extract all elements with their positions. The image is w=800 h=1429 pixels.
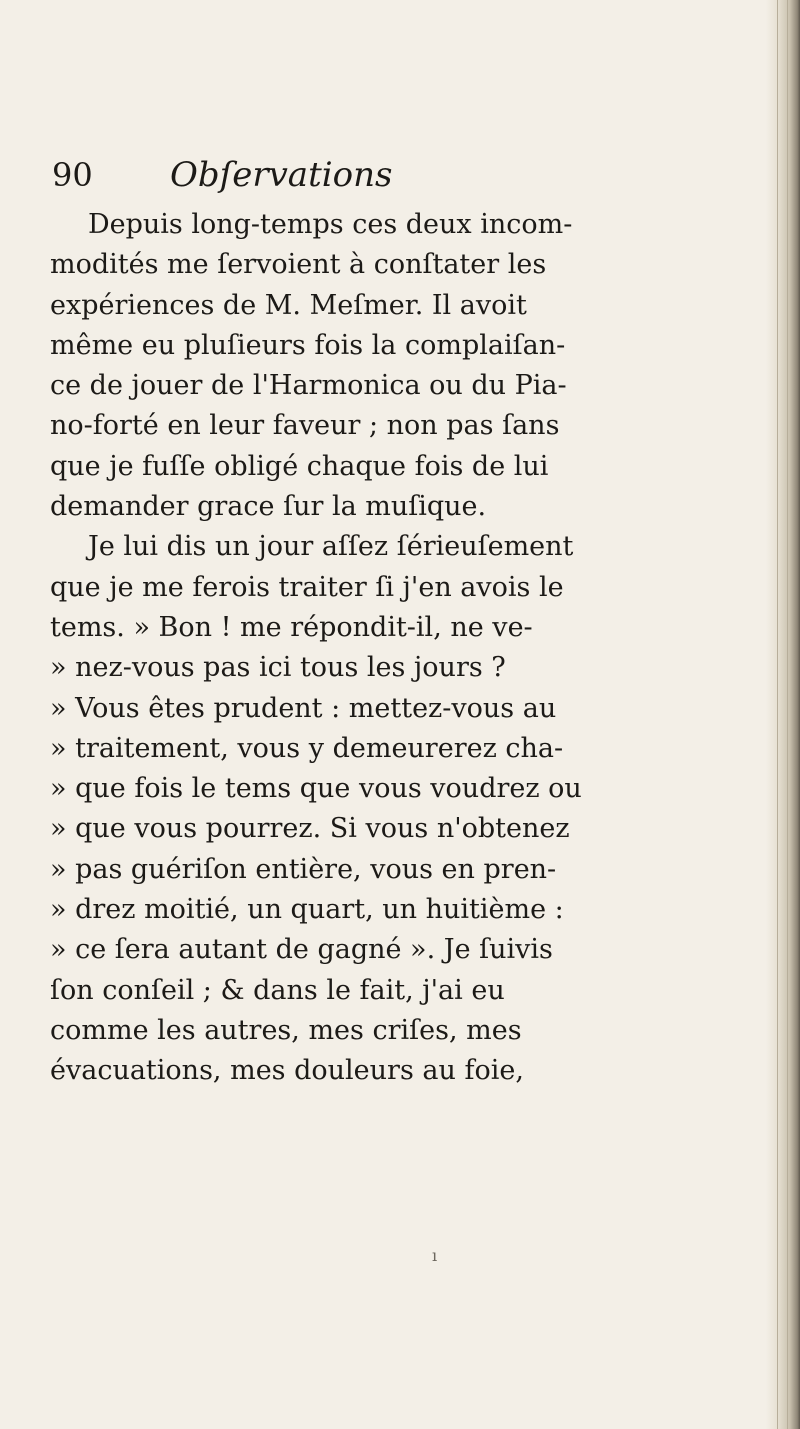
text-line: » drez moitié, un quart, un huitième : bbox=[50, 894, 564, 926]
text-line: que je fuſſe obligé chaque fois de lui bbox=[50, 450, 549, 482]
text-line: ce de jouer de l'Harmonica ou du Pia- bbox=[50, 370, 567, 402]
text-line: » Vous êtes prudent : mettez-vous au bbox=[50, 692, 557, 724]
text-line: » nez-vous pas ici tous les jours ? bbox=[50, 652, 506, 684]
text-line: » que fois le tems que vous voudrez ou bbox=[50, 773, 582, 805]
text-line: évacuations, mes douleurs au foie, bbox=[50, 1055, 524, 1087]
page-edge-shadow bbox=[766, 0, 800, 1429]
body-text bbox=[50, 205, 740, 1092]
text-line: tems. » Bon ! me répondit-il, ne ve- bbox=[50, 611, 533, 643]
footer-mark: ı bbox=[432, 1246, 438, 1265]
text-line: » que vous pourrez. Si vous n'obtenez bbox=[50, 813, 570, 845]
text-line: comme les autres, mes criſes, mes bbox=[50, 1014, 522, 1046]
page-edge-line bbox=[787, 0, 788, 1429]
page-number: 90 bbox=[52, 156, 93, 194]
text-line: modités me ſervoient à conſtater les bbox=[50, 249, 547, 281]
text-line: expériences de M. Meſmer. Il avoit bbox=[50, 289, 527, 321]
page-edge-line bbox=[777, 0, 778, 1429]
text-line: » ce ſera autant de gagné ». Je ſuivis bbox=[50, 934, 553, 966]
text-line: demander grace ſur la muſique. bbox=[50, 491, 487, 523]
running-title: Obſervations bbox=[170, 155, 393, 195]
text-line: ſon conſeil ; & dans le fait, j'ai eu bbox=[50, 974, 505, 1006]
text-line: » pas guériſon entière, vous en pren- bbox=[50, 853, 557, 885]
text-line: no-forté en leur faveur ; non pas ſans bbox=[50, 410, 560, 442]
text-line: » traitement, vous y demeurerez cha- bbox=[50, 732, 564, 764]
text-line: que je me ferois traiter ſi j'en avois le bbox=[50, 571, 564, 603]
text-line: Je lui dis un jour aſſez ſérieuſement bbox=[88, 531, 574, 563]
text-line: même eu pluſieurs fois la complaiſan- bbox=[50, 329, 566, 361]
text-line: Depuis long-temps ces deux incom- bbox=[88, 209, 573, 240]
page-header bbox=[52, 150, 692, 200]
